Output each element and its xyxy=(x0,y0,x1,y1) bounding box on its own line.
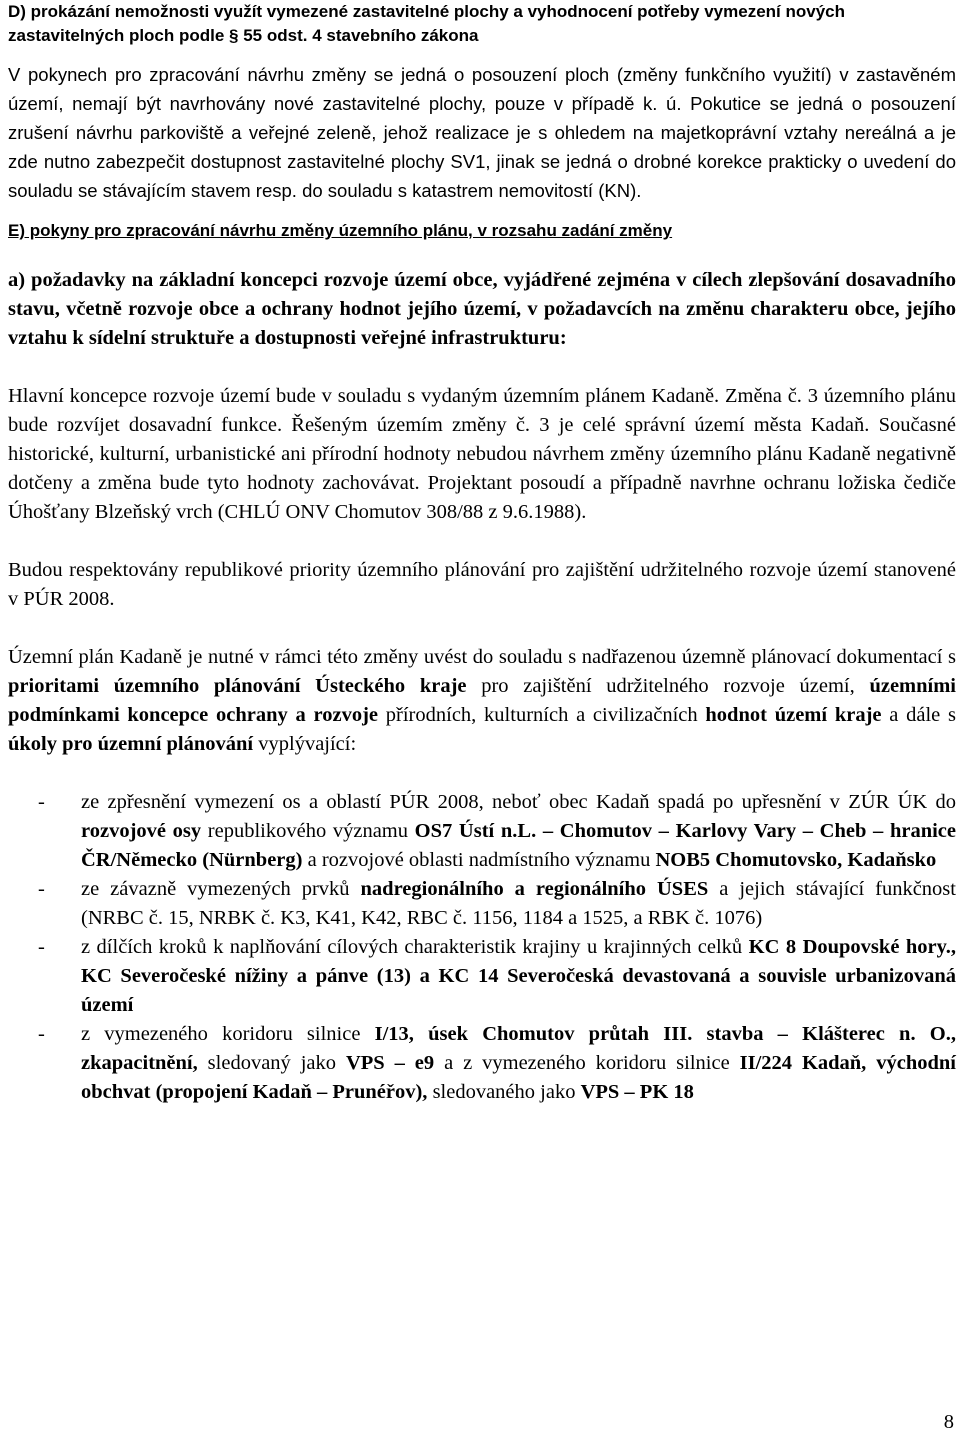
text-run: z vymezeného koridoru silnice xyxy=(81,1023,375,1045)
bold-run: KC 8 Doupovské hory., KC Severočeské nížiny a pánve (13) a KC 14 Severočeská devastovaná a souvisle urbanizovaná území xyxy=(81,936,956,1016)
dash-bullet: - xyxy=(38,1023,45,1045)
section-d-heading: D) prokázání nemožnosti využít vymezené zastavitelné plochy a vyhodnocení potřeby vymezení nových zastavitelných ploch podle § 55 odst. 4 stavebního zákona xyxy=(8,2,846,45)
dash-bullet: - xyxy=(38,791,45,813)
text-run: a dále s xyxy=(881,704,956,726)
subheading-a: a) požadavky na základní koncepci rozvoje území obce, vyjádřené zejména v cílech zlepšování dosavadního stavu, včetně rozvoje obce a ochrany hodnot jejího území, v požadavcích na změnu charakteru obce, jejího vztahu k sídelní struktuře a dostupnosti veřejné infrastrukturu: xyxy=(8,269,956,349)
bold-run: úkoly pro územní plánování xyxy=(8,733,254,755)
paragraph-main-concept: Hlavní koncepce rozvoje území bude v souladu s vydaným územním plánem Kadaně. Změna č. 3 územního plánu bude rozvíjet dosavadní funkce. Řešeným územím změny č. 3 je celé správní území města Kadaň. Současné historické, kulturní, urbanistické ani přírodní hodnoty nebudou návrhem změny územního plánu Kadaně negativně dotčeny a změna bude tyto hodnoty zachovávat. Projektant posoudí a případně navrhne ochranu ložiska čediče Úhošťany Blzeňský vrch (CHLÚ ONV Chomutov 308/88 z 9.6.1988). xyxy=(8,385,956,523)
text-run: sledovaný jako xyxy=(197,1052,346,1074)
text-run: ze závazně vymezených prvků xyxy=(81,878,361,900)
text-run: a rozvojové oblasti nadmístního významu xyxy=(302,849,656,871)
page-number: 8 xyxy=(943,1411,954,1433)
bold-run: územními podmínkami koncepce ochrany a rozvoje xyxy=(8,675,956,726)
bold-run: nadregionálního a regionálního ÚSES xyxy=(360,878,709,900)
bold-run: II/224 Kadaň, východní obchvat (propojení Kadaň – Prunéřov), xyxy=(81,1052,956,1103)
bold-run: I/13, úsek Chomutov průtah III. stavba – Klášterec n. O., zkapacitnění, xyxy=(81,1023,956,1074)
paragraph-pur-priorities: Budou respektovány republikové priority územního plánování pro zajištění udržitelného rozvoje území stanovené v PÚR 2008. xyxy=(8,559,956,610)
section-e-heading: E) pokyny pro zpracování návrhu změny územního plánu, v rozsahu zadání změny xyxy=(8,221,673,240)
bold-run: rozvojové osy xyxy=(81,820,202,842)
bold-run: VPS – PK 18 xyxy=(580,1081,694,1103)
text-run: pro zajištění udržitelného rozvoje území, xyxy=(466,675,870,697)
bold-run: prioritami územního plánování Ústeckého kraje xyxy=(8,675,467,697)
bold-run: NOB5 Chomutovsko, Kadaňsko xyxy=(655,849,937,871)
bold-run: OS7 Ústí n.L. – Chomutov – Karlovy Vary – Cheb – hranice ČR/Německo (Nürnberg) xyxy=(81,820,956,871)
text-run: z dílčích kroků k naplňování cílových charakteristik krajiny u krajinných celků xyxy=(81,936,749,958)
list-item xyxy=(8,1020,956,1107)
text-run: ze zpřesnění vymezení os a oblastí PÚR 2008, neboť obec Kadaň spadá po upřesnění v ZÚR ÚK do xyxy=(81,791,956,813)
dash-bullet: - xyxy=(38,936,45,958)
text-run: a z vymezeného koridoru silnice xyxy=(434,1052,740,1074)
text-run: republikového významu xyxy=(201,820,415,842)
bold-run: VPS – e9 xyxy=(345,1052,435,1074)
list-item xyxy=(8,933,956,1020)
paragraph-regional-documentation xyxy=(8,643,956,759)
text-run: přírodních, kulturních a civilizačních xyxy=(378,704,706,726)
requirements-list xyxy=(8,788,956,1107)
text-run: Územní plán Kadaně je nutné v rámci této změny uvést do souladu s nadřazenou územně plánovací dokumentací s xyxy=(8,646,956,668)
text-run: sledovaného jako xyxy=(427,1081,581,1103)
list-item xyxy=(8,788,956,875)
list-item xyxy=(8,875,956,933)
dash-bullet: - xyxy=(38,878,45,900)
text-run: a jejich stávající funkčnost (NRBC č. 15, NRBK č. K3, K41, K42, RBC č. 1156, 1184 a 1525, a RBK č. 1076) xyxy=(81,878,956,929)
text-run: vyplývající: xyxy=(253,733,357,755)
section-d-paragraph: V pokynech pro zpracování návrhu změny se jedná o posouzení ploch (změny funkčního využití) v zastavěném území, nemají být navrhovány nové zastavitelné plochy, pouze v případě k. ú. Pokutice se jedná o posouzení zrušení návrhu parkoviště a veřejné zeleně, jehož realizace je s ohledem na majetkoprávní vztahy nereálná a je zde nutno zabezpečit dostupnost zastavitelné plochy SV1, jinak se jedná o drobné korekce prakticky o uvedení do souladu se stávajícím stavem resp. do souladu s katastrem nemovitostí (KN). xyxy=(8,64,956,201)
document-page xyxy=(8,0,956,1107)
bold-run: hodnot území kraje xyxy=(705,704,882,726)
